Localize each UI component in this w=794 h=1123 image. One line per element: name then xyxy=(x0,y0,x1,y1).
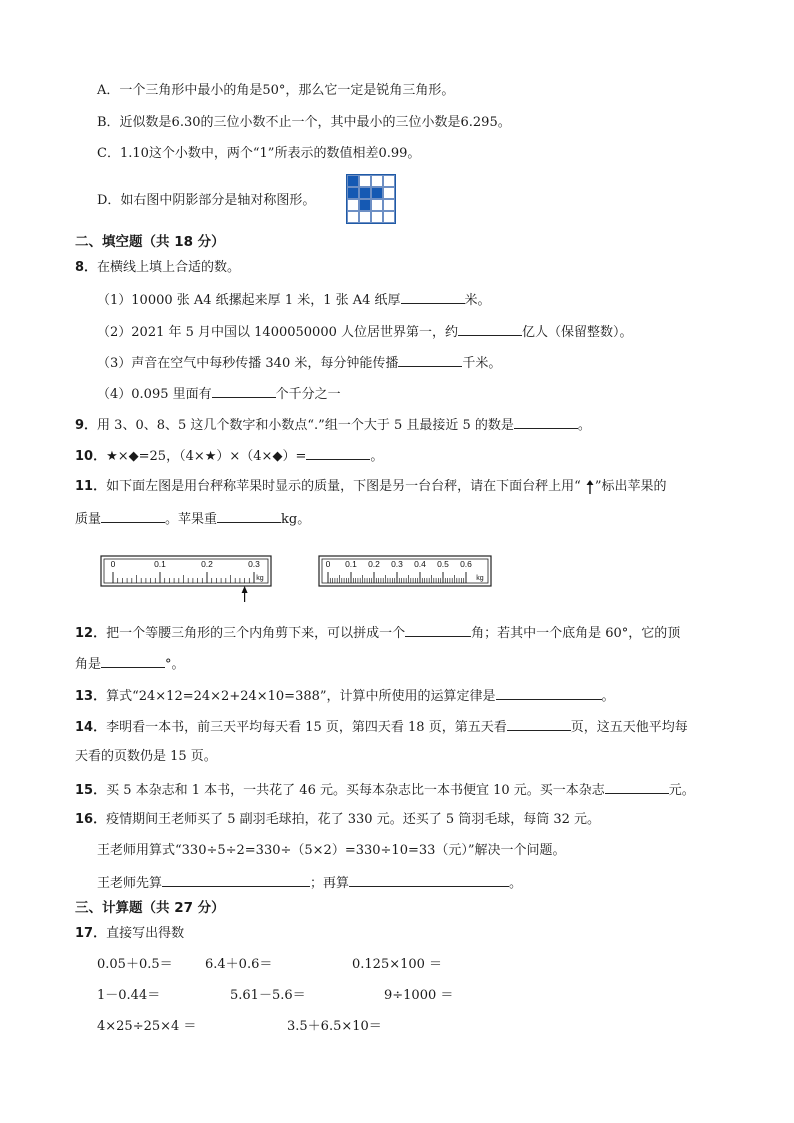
answer-blank[interactable] xyxy=(401,290,465,304)
tick-label: 0.1 xyxy=(345,559,357,569)
question-13 xyxy=(75,686,615,706)
answer-blank[interactable] xyxy=(458,322,522,336)
question-text: 。苹果重 xyxy=(165,512,218,527)
question-8-sub-2 xyxy=(97,322,633,342)
scale-right[interactable] xyxy=(318,552,492,592)
question-text: °。 xyxy=(165,657,185,672)
answer-blank[interactable] xyxy=(212,384,276,398)
question-11-line-1 xyxy=(75,478,667,496)
answer-blank[interactable] xyxy=(101,509,165,523)
option-c: C．1.10这个小数中，两个“1”所表示的数值相差0.99。 xyxy=(97,146,421,161)
grid-cell xyxy=(383,187,395,199)
tick-label: 0.3 xyxy=(391,559,403,569)
grid-cell xyxy=(359,211,371,223)
grid-cell xyxy=(371,199,383,211)
pointer-arrow-head xyxy=(242,586,248,593)
question-12-line-1 xyxy=(75,623,680,643)
question-text: ★×◆=25，（4×★）×（4×◆）= xyxy=(106,449,307,464)
tick-label: 0.2 xyxy=(201,559,213,569)
tick-label: 0 xyxy=(110,559,116,569)
sub-text: （3）声音在空气中每秒传播 340 米，每分钟能传播 xyxy=(97,356,399,371)
question-text: 在横线上填上合适的数。 xyxy=(97,260,241,275)
question-8-sub-1 xyxy=(97,290,491,310)
question-15 xyxy=(75,780,695,800)
answer-blank[interactable] xyxy=(306,446,370,460)
question-16-line-1 xyxy=(75,811,600,829)
section-2-heading: 二、填空题（共 18 分） xyxy=(75,234,225,250)
question-8-sub-3 xyxy=(97,353,501,373)
question-text: ；再算 xyxy=(310,876,350,891)
question-number: 15． xyxy=(75,783,107,798)
question-16-line-3 xyxy=(97,873,522,893)
grid-cell xyxy=(383,199,395,211)
question-number: 8． xyxy=(75,260,98,275)
tick-label: 0.5 xyxy=(437,559,449,569)
question-number: 10． xyxy=(75,449,107,464)
answer-blank[interactable] xyxy=(101,654,165,668)
calc-item: 4×25÷25×4 ＝ xyxy=(97,1019,197,1034)
grid-cell xyxy=(371,211,383,223)
question-text: 。 xyxy=(601,689,615,704)
sub-text: 米。 xyxy=(464,293,491,308)
sub-text: （4）0.095 里面有 xyxy=(97,387,212,402)
calc-item: 3.5＋6.5×10＝ xyxy=(287,1019,382,1034)
grid-cell xyxy=(383,211,395,223)
question-text: 买 5 本杂志和 1 本书，一共花了 46 元。买每本杂志比一本书便宜 10 元。买一本杂志 xyxy=(106,783,605,798)
answer-blank[interactable] xyxy=(496,686,602,700)
up-arrow-icon xyxy=(585,480,595,494)
unit-label: kg xyxy=(476,575,484,582)
question-number: 9． xyxy=(75,418,98,433)
question-14-line-1 xyxy=(75,717,688,737)
scale-frame xyxy=(101,556,271,586)
question-16-line-2 xyxy=(97,842,566,860)
question-number: 16． xyxy=(75,812,107,827)
question-text: 把一个等腰三角形的三个内角剪下来，可以拼成一个 xyxy=(106,626,406,641)
calc-item: 6.4＋0.6＝ xyxy=(205,957,273,972)
question-11-line-2 xyxy=(75,509,310,529)
calc-item: 5.61－5.6＝ xyxy=(230,988,306,1003)
question-text: 。 xyxy=(370,449,384,464)
question-text: 元。 xyxy=(668,783,695,798)
question-9 xyxy=(75,415,591,435)
sub-text: （2）2021 年 5 月中国以 1400050000 人位居世界第一，约 xyxy=(97,325,458,340)
question-text: 天看的页数仍是 15 页。 xyxy=(75,749,217,764)
scale-left xyxy=(100,552,272,604)
grid-cell xyxy=(371,175,383,187)
question-text: 直接写出得数 xyxy=(106,926,185,941)
tick-label: 0.1 xyxy=(154,559,166,569)
grid-cell xyxy=(383,175,395,187)
question-text: kg。 xyxy=(281,512,311,527)
question-text: 王老师先算 xyxy=(97,876,163,891)
question-number: 13． xyxy=(75,689,107,704)
answer-blank[interactable] xyxy=(507,717,571,731)
question-number: 17． xyxy=(75,926,107,941)
shaded-cell xyxy=(347,187,359,199)
shaded-cell xyxy=(371,187,383,199)
calc-item: 0.125×100 ＝ xyxy=(352,957,443,972)
question-text: 王老师用算式“330÷5÷2=330÷（5×2）=330÷10=33（元）”解决一个问题。 xyxy=(97,843,566,858)
question-8 xyxy=(75,259,240,277)
question-text: 算式“24×12=24×2+24×10=388”，计算中所使用的运算定律是 xyxy=(106,689,496,704)
question-text: 。 xyxy=(509,876,523,891)
grid-cell xyxy=(347,211,359,223)
question-text: 李明看一本书，前三天平均每天看 15 页，第四天看 18 页，第五天看 xyxy=(106,720,507,735)
question-10 xyxy=(75,446,383,466)
sub-text: 千米。 xyxy=(462,356,502,371)
option-d: D．如右图中阴影部分是轴对称图形。 xyxy=(97,193,316,208)
question-text: 疫情期间王老师买了 5 副羽毛球拍，花了 330 元。还买了 5 筒羽毛球，每筒 32 元。 xyxy=(106,812,601,827)
answer-blank[interactable] xyxy=(349,873,509,887)
answer-blank[interactable] xyxy=(405,623,471,637)
question-8-sub-4 xyxy=(97,384,341,404)
calc-item: 1－0.44＝ xyxy=(97,988,161,1003)
section-3-heading: 三、计算题（共 27 分） xyxy=(75,900,225,916)
option-a: A．一个三角形中最小的角是50°，那么它一定是锐角三角形。 xyxy=(97,83,455,98)
answer-blank[interactable] xyxy=(217,509,281,523)
question-number: 14． xyxy=(75,720,107,735)
question-text: ”标出苹果的 xyxy=(594,479,667,494)
tick-label: 0.3 xyxy=(248,559,260,569)
tick-label: 0.6 xyxy=(460,559,472,569)
question-12-line-2 xyxy=(75,654,185,674)
question-text: 如下面左图是用台秤称苹果时显示的质量，下图是另一台台秤，请在下面台秤上用“ xyxy=(106,479,581,494)
unit-label: kg xyxy=(256,575,264,582)
sub-text: （1）10000 张 A4 纸摞起来厚 1 米，1 张 A4 纸厚 xyxy=(97,293,401,308)
tick-label: 0.2 xyxy=(368,559,380,569)
answer-blank[interactable] xyxy=(398,353,462,367)
question-14-line-2 xyxy=(75,748,217,766)
grid-cell xyxy=(347,199,359,211)
question-number: 11． xyxy=(75,479,107,494)
answer-blank[interactable] xyxy=(162,873,310,887)
calc-item: 0.05＋0.5＝ xyxy=(97,957,173,972)
question-number: 12． xyxy=(75,626,107,641)
shaded-cell xyxy=(359,199,371,211)
question-17 xyxy=(75,925,184,943)
sub-text: 个千分之一 xyxy=(275,387,341,402)
shaded-cell xyxy=(347,175,359,187)
answer-blank[interactable] xyxy=(514,415,578,429)
tick-label: 0.4 xyxy=(414,559,426,569)
answer-blank[interactable] xyxy=(605,780,669,794)
question-text: 角；若其中一个底角是 60°，它的顶 xyxy=(471,626,681,641)
question-text: 页，这五天他平均每 xyxy=(570,720,688,735)
question-text: 。 xyxy=(577,418,591,433)
question-text: 角是 xyxy=(75,657,102,672)
tick-label: 0 xyxy=(325,559,331,569)
grid-cell xyxy=(359,175,371,187)
scale-inner-frame xyxy=(104,559,268,583)
shaded-cell xyxy=(359,187,371,199)
question-text: 质量 xyxy=(75,512,102,527)
axis-symmetry-grid xyxy=(346,174,396,224)
sub-text: 亿人（保留整数）。 xyxy=(522,325,633,340)
calc-item: 9÷1000 ＝ xyxy=(384,988,454,1003)
question-text: 用 3、0、8、5 这几个数字和小数点“.”组一个大于 5 且最接近 5 的数是 xyxy=(97,418,514,433)
option-b: B．近似数是6.30的三位小数不止一个，其中最小的三位小数是6.295。 xyxy=(97,115,511,130)
